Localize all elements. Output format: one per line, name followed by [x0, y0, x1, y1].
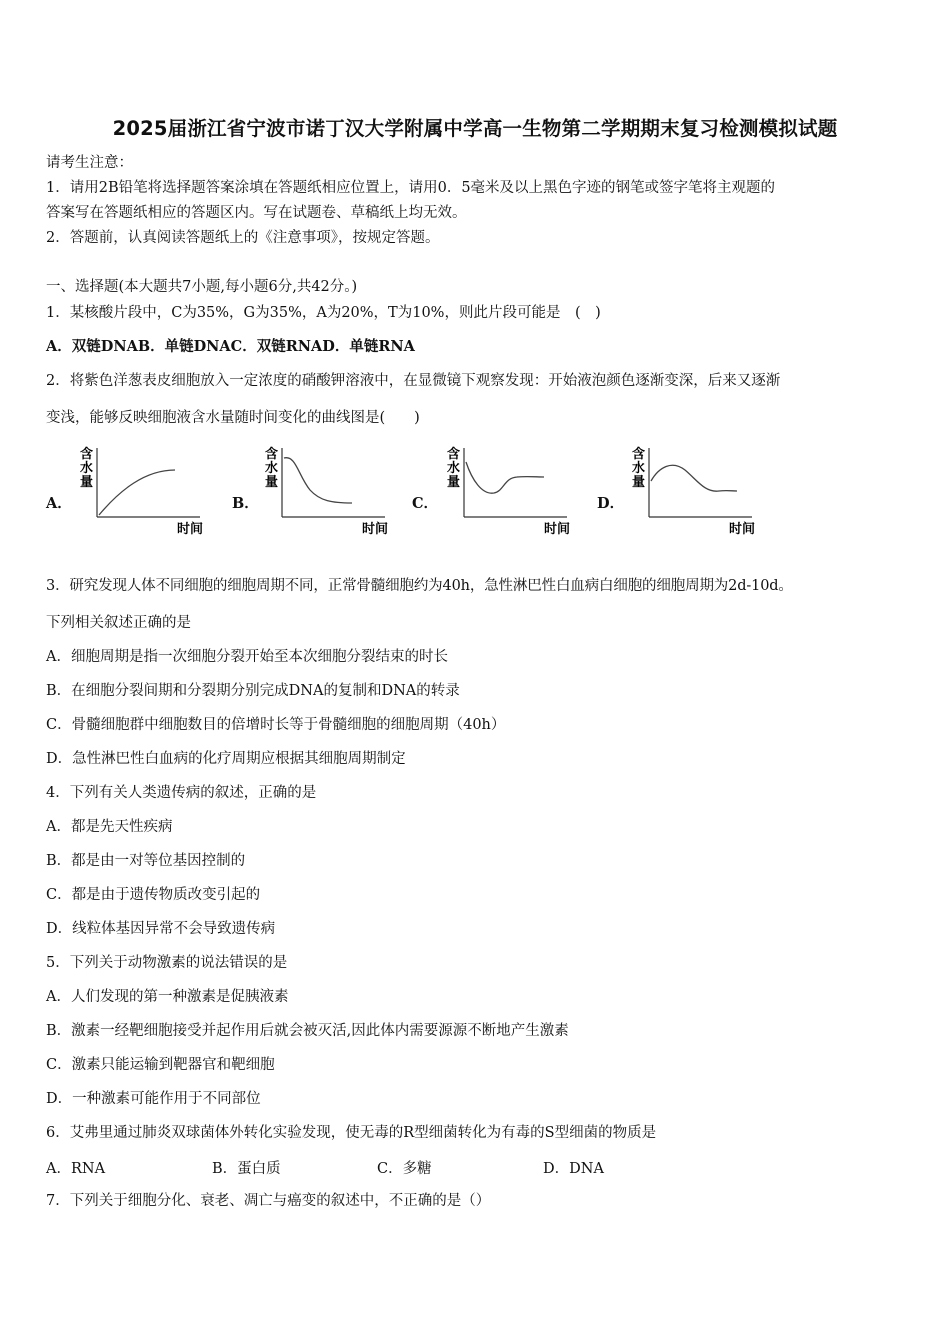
graph-c-label: C．: [412, 495, 439, 512]
q6-option-c: C．多糖: [377, 1161, 432, 1177]
graph-a: [75, 445, 215, 537]
graph-d-ylabel-2: 水: [632, 461, 646, 476]
q6-option-a: A．RNA: [46, 1161, 106, 1177]
q2-stem-b: 变浅，能够反映细胞液含水量随时间变化的曲线图是( ): [46, 410, 420, 426]
notice-item-1b: 答案写在答题纸相应的答题区内。写在试题卷、草稿纸上均无效。: [46, 205, 467, 221]
graph-b: [260, 445, 400, 537]
graph-d: [627, 445, 767, 537]
graph-d-ylabel-1: 含: [632, 447, 646, 462]
q3-option-d: D．急性淋巴性白血病的化疗周期应根据其细胞周期制定: [46, 751, 406, 767]
graph-a-xlabel: 时间: [177, 522, 204, 537]
notice-item-1a: 1．请用2B铅笔将选择题答案涂填在答题纸相应位置上，请用0．5毫米及以上黑色字迹的钢笔或签字笔将主观题的: [46, 180, 776, 196]
q3-stem-a: 3．研究发现人体不同细胞的细胞周期不同，正常骨髓细胞约为40h，急性淋巴性白血病白细胞的细胞周期为2d-10d。: [46, 578, 793, 594]
q1-options: A．双链DNAB．单链DNAC．双链RNAD．单链RNA: [46, 338, 415, 355]
q5-stem: 5．下列关于动物激素的说法错误的是: [46, 955, 288, 971]
q5-option-b: B．激素一经靶细胞接受并起作用后就会被灭活,因此体内需要源源不断地产生激素: [46, 1023, 569, 1039]
graph-b-curve: [284, 458, 352, 503]
q6-option-d: D．DNA: [543, 1161, 604, 1177]
graph-c: [442, 445, 582, 537]
graph-a-curve: [99, 470, 175, 515]
graph-a-label: A．: [46, 495, 72, 512]
q4-option-b: B．都是由一对等位基因控制的: [46, 853, 246, 869]
notice-item-2: 2．答题前，认真阅读答题纸上的《注意事项》，按规定答题。: [46, 230, 440, 246]
notice-heading: 请考生注意：: [46, 155, 133, 171]
graph-c-ylabel-1: 含: [447, 447, 461, 462]
q3-option-c: C．骨髓细胞群中细胞数目的倍增时长等于骨髓细胞的细胞周期（40h）: [46, 717, 506, 733]
graph-b-xlabel: 时间: [362, 522, 389, 537]
graph-c-ylabel-3: 量: [447, 475, 461, 490]
q4-option-a: A．都是先天性疾病: [46, 819, 173, 835]
graph-d-curve: [651, 465, 737, 491]
page-title: 2025届浙江省宁波市诺丁汉大学附属中学高一生物第二学期期末复习检测模拟试题: [112, 117, 838, 140]
graph-d-xlabel: 时间: [729, 522, 756, 537]
graph-d-label: D．: [597, 495, 625, 512]
graph-b-ylabel-2: 水: [265, 461, 279, 476]
graph-c-ylabel-2: 水: [447, 461, 461, 476]
graph-d-ylabel-3: 量: [632, 475, 646, 490]
q6-option-b: B．蛋白质: [212, 1161, 281, 1177]
q5-option-a: A．人们发现的第一种激素是促胰液素: [46, 989, 289, 1005]
q3-option-b: B．在细胞分裂间期和分裂期分别完成DNA的复制和DNA的转录: [46, 683, 460, 699]
graph-b-ylabel-3: 量: [265, 475, 279, 490]
q4-option-c: C．都是由于遗传物质改变引起的: [46, 887, 261, 903]
q3-stem-b: 下列相关叙述正确的是: [46, 615, 191, 631]
graph-b-ylabel-1: 含: [265, 447, 279, 462]
q5-option-d: D．一种激素可能作用于不同部位: [46, 1091, 261, 1107]
q3-option-a: A．细胞周期是指一次细胞分裂开始至本次细胞分裂结束的时长: [46, 649, 448, 665]
graph-a-ylabel-3: 量: [80, 475, 94, 490]
graph-a-ylabel-2: 水: [80, 461, 94, 476]
graph-a-ylabel-1: 含: [80, 447, 94, 462]
q4-option-d: D．线粒体基因异常不会导致遗传病: [46, 921, 276, 937]
q5-option-c: C．激素只能运输到靶器官和靶细胞: [46, 1057, 275, 1073]
graph-c-curve: [466, 462, 544, 493]
graph-b-label: B．: [232, 495, 259, 512]
section-heading: 一、选择题(本大题共7小题,每小题6分,共42分。): [46, 279, 358, 295]
q2-stem-a: 2．将紫色洋葱表皮细胞放入一定浓度的硝酸钾溶液中，在显微镜下观察发现：开始液泡颜色逐渐变深，后来又逐渐: [46, 373, 781, 389]
graph-c-xlabel: 时间: [544, 522, 571, 537]
q1-stem: 1．某核酸片段中，C为35%，G为35%，A为20%，T为10%，则此片段可能是 ( ): [46, 305, 601, 321]
q7-stem: 7．下列关于细胞分化、衰老、凋亡与癌变的叙述中，不正确的是（）: [46, 1193, 491, 1209]
q4-stem: 4．下列有关人类遗传病的叙述，正确的是: [46, 785, 317, 801]
q6-stem: 6．艾弗里通过肺炎双球菌体外转化实验发现，使无毒的R型细菌转化为有毒的S型细菌的物质是: [46, 1125, 657, 1141]
